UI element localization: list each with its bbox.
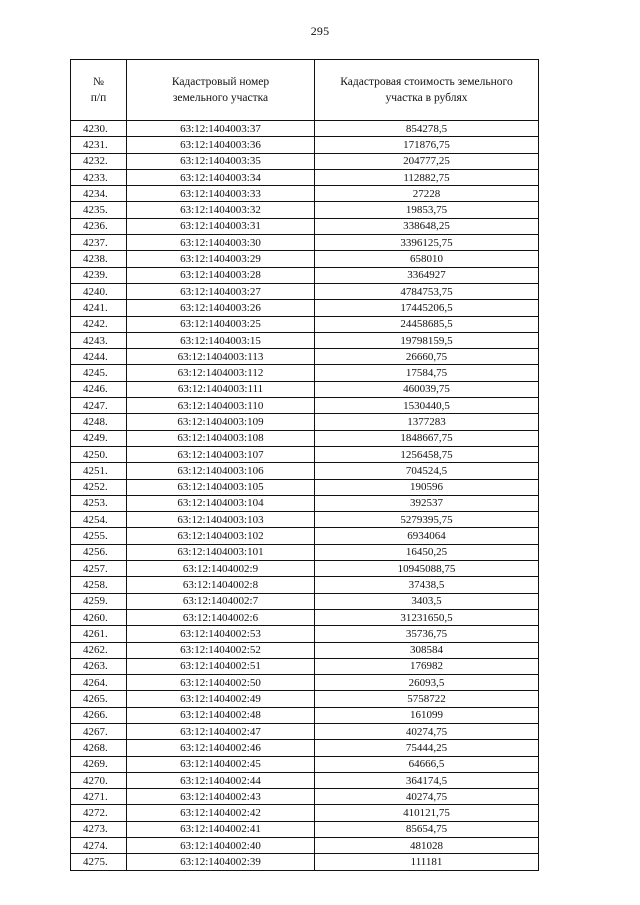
cadastral-value-cell: 658010 bbox=[315, 251, 539, 267]
cadastral-value-cell: 10945088,75 bbox=[315, 561, 539, 577]
row-number-cell: 4234. bbox=[71, 186, 127, 202]
table-row bbox=[71, 723, 539, 739]
cadastral-number-cell: 63:12:1404002:40 bbox=[127, 838, 315, 854]
header-cadastral-value bbox=[315, 60, 539, 121]
table-row bbox=[71, 283, 539, 299]
cadastral-value-cell: 112882,75 bbox=[315, 169, 539, 185]
cadastral-number-cell: 63:12:1404003:113 bbox=[127, 349, 315, 365]
cadastral-value-cell: 1530440,5 bbox=[315, 398, 539, 414]
row-number-cell: 4269. bbox=[71, 756, 127, 772]
table-row bbox=[71, 675, 539, 691]
row-number-cell: 4259. bbox=[71, 593, 127, 609]
table-row bbox=[71, 169, 539, 185]
table-row bbox=[71, 838, 539, 854]
cadastral-number-cell: 63:12:1404003:25 bbox=[127, 316, 315, 332]
row-number-cell: 4240. bbox=[71, 283, 127, 299]
cadastral-value-cell: 26660,75 bbox=[315, 349, 539, 365]
table-row bbox=[71, 577, 539, 593]
row-number-cell: 4244. bbox=[71, 349, 127, 365]
cadastral-number-cell: 63:12:1404002:42 bbox=[127, 805, 315, 821]
cadastral-number-cell: 63:12:1404002:49 bbox=[127, 691, 315, 707]
cadastral-number-cell: 63:12:1404002:43 bbox=[127, 789, 315, 805]
cadastral-number-cell: 63:12:1404002:6 bbox=[127, 609, 315, 625]
cadastral-number-cell: 63:12:1404002:41 bbox=[127, 821, 315, 837]
row-number-cell: 4249. bbox=[71, 430, 127, 446]
row-number-cell: 4232. bbox=[71, 153, 127, 169]
cadastral-value-cell: 1256458,75 bbox=[315, 446, 539, 462]
cadastral-number-cell: 63:12:1404003:111 bbox=[127, 381, 315, 397]
row-number-cell: 4250. bbox=[71, 446, 127, 462]
cadastral-value-cell: 24458685,5 bbox=[315, 316, 539, 332]
cadastral-number-cell: 63:12:1404002:9 bbox=[127, 561, 315, 577]
cadastral-value-cell: 75444,25 bbox=[315, 740, 539, 756]
cadastral-value-cell: 338648,25 bbox=[315, 218, 539, 234]
row-number-cell: 4267. bbox=[71, 723, 127, 739]
cadastral-value-cell: 5758722 bbox=[315, 691, 539, 707]
table-row bbox=[71, 349, 539, 365]
cadastral-value-cell: 176982 bbox=[315, 658, 539, 674]
row-number-cell: 4243. bbox=[71, 332, 127, 348]
cadastral-number-cell: 63:12:1404003:105 bbox=[127, 479, 315, 495]
cadastral-number-cell: 63:12:1404003:107 bbox=[127, 446, 315, 462]
header-number-label: № п/п bbox=[90, 76, 107, 104]
cadastral-number-cell: 63:12:1404003:104 bbox=[127, 495, 315, 511]
table-row bbox=[71, 756, 539, 772]
cadastral-number-cell: 63:12:1404003:110 bbox=[127, 398, 315, 414]
table-row bbox=[71, 398, 539, 414]
table-body bbox=[71, 121, 539, 871]
table-row bbox=[71, 821, 539, 837]
row-number-cell: 4231. bbox=[71, 137, 127, 153]
cadastral-number-cell: 63:12:1404003:30 bbox=[127, 235, 315, 251]
cadastral-value-cell: 26093,5 bbox=[315, 675, 539, 691]
table-row bbox=[71, 235, 539, 251]
cadastral-number-cell: 63:12:1404002:50 bbox=[127, 675, 315, 691]
row-number-cell: 4239. bbox=[71, 267, 127, 283]
row-number-cell: 4251. bbox=[71, 463, 127, 479]
cadastral-value-cell: 85654,75 bbox=[315, 821, 539, 837]
table-row bbox=[71, 316, 539, 332]
table-header bbox=[71, 60, 539, 121]
table-row bbox=[71, 251, 539, 267]
table-row bbox=[71, 430, 539, 446]
table-row bbox=[71, 267, 539, 283]
cadastral-number-cell: 63:12:1404002:52 bbox=[127, 642, 315, 658]
row-number-cell: 4262. bbox=[71, 642, 127, 658]
cadastral-number-cell: 63:12:1404003:32 bbox=[127, 202, 315, 218]
table-row bbox=[71, 479, 539, 495]
row-number-cell: 4260. bbox=[71, 609, 127, 625]
cadastral-value-cell: 204777,25 bbox=[315, 153, 539, 169]
cadastral-number-cell: 63:12:1404002:44 bbox=[127, 772, 315, 788]
row-number-cell: 4254. bbox=[71, 512, 127, 528]
cadastral-value-table bbox=[70, 59, 539, 871]
table-row bbox=[71, 365, 539, 381]
cadastral-number-cell: 63:12:1404003:27 bbox=[127, 283, 315, 299]
row-number-cell: 4265. bbox=[71, 691, 127, 707]
cadastral-number-cell: 63:12:1404003:31 bbox=[127, 218, 315, 234]
cadastral-value-cell: 35736,75 bbox=[315, 626, 539, 642]
table-row bbox=[71, 789, 539, 805]
cadastral-value-cell: 6934064 bbox=[315, 528, 539, 544]
table-row bbox=[71, 446, 539, 462]
cadastral-value-cell: 64666,5 bbox=[315, 756, 539, 772]
table-row bbox=[71, 626, 539, 642]
cadastral-number-cell: 63:12:1404003:36 bbox=[127, 137, 315, 153]
cadastral-value-cell: 5279395,75 bbox=[315, 512, 539, 528]
row-number-cell: 4245. bbox=[71, 365, 127, 381]
cadastral-number-cell: 63:12:1404003:108 bbox=[127, 430, 315, 446]
table-row bbox=[71, 414, 539, 430]
cadastral-number-cell: 63:12:1404003:26 bbox=[127, 300, 315, 316]
cadastral-value-cell: 19798159,5 bbox=[315, 332, 539, 348]
cadastral-value-cell: 460039,75 bbox=[315, 381, 539, 397]
row-number-cell: 4235. bbox=[71, 202, 127, 218]
cadastral-number-cell: 63:12:1404003:34 bbox=[127, 169, 315, 185]
table-row bbox=[71, 642, 539, 658]
cadastral-value-cell: 40274,75 bbox=[315, 789, 539, 805]
table-row bbox=[71, 658, 539, 674]
cadastral-number-cell: 63:12:1404003:109 bbox=[127, 414, 315, 430]
cadastral-number-cell: 63:12:1404003:112 bbox=[127, 365, 315, 381]
row-number-cell: 4247. bbox=[71, 398, 127, 414]
table-row bbox=[71, 137, 539, 153]
row-number-cell: 4246. bbox=[71, 381, 127, 397]
cadastral-value-cell: 40274,75 bbox=[315, 723, 539, 739]
table-row bbox=[71, 805, 539, 821]
row-number-cell: 4242. bbox=[71, 316, 127, 332]
cadastral-value-cell: 27228 bbox=[315, 186, 539, 202]
table-row bbox=[71, 202, 539, 218]
cadastral-value-cell: 31231650,5 bbox=[315, 609, 539, 625]
cadastral-number-cell: 63:12:1404003:29 bbox=[127, 251, 315, 267]
cadastral-number-cell: 63:12:1404002:51 bbox=[127, 658, 315, 674]
cadastral-number-cell: 63:12:1404003:103 bbox=[127, 512, 315, 528]
table-row bbox=[71, 544, 539, 560]
row-number-cell: 4238. bbox=[71, 251, 127, 267]
row-number-cell: 4241. bbox=[71, 300, 127, 316]
cadastral-value-cell: 481028 bbox=[315, 838, 539, 854]
table-row bbox=[71, 561, 539, 577]
cadastral-number-cell: 63:12:1404003:35 bbox=[127, 153, 315, 169]
header-cadastral-value-label: Кадастровая стоимость земельного участка в рублях bbox=[340, 76, 513, 104]
cadastral-value-cell: 161099 bbox=[315, 707, 539, 723]
row-number-cell: 4273. bbox=[71, 821, 127, 837]
row-number-cell: 4237. bbox=[71, 235, 127, 251]
cadastral-value-cell: 17445206,5 bbox=[315, 300, 539, 316]
row-number-cell: 4272. bbox=[71, 805, 127, 821]
row-number-cell: 4255. bbox=[71, 528, 127, 544]
row-number-cell: 4256. bbox=[71, 544, 127, 560]
row-number-cell: 4258. bbox=[71, 577, 127, 593]
row-number-cell: 4233. bbox=[71, 169, 127, 185]
header-cadastral-number bbox=[127, 60, 315, 121]
cadastral-number-cell: 63:12:1404003:106 bbox=[127, 463, 315, 479]
table-row bbox=[71, 740, 539, 756]
cadastral-number-cell: 63:12:1404003:101 bbox=[127, 544, 315, 560]
row-number-cell: 4275. bbox=[71, 854, 127, 870]
cadastral-value-cell: 37438,5 bbox=[315, 577, 539, 593]
row-number-cell: 4271. bbox=[71, 789, 127, 805]
cadastral-value-cell: 111181 bbox=[315, 854, 539, 870]
cadastral-value-cell: 364174,5 bbox=[315, 772, 539, 788]
row-number-cell: 4274. bbox=[71, 838, 127, 854]
cadastral-value-cell: 410121,75 bbox=[315, 805, 539, 821]
cadastral-value-cell: 3396125,75 bbox=[315, 235, 539, 251]
table-row bbox=[71, 153, 539, 169]
cadastral-value-cell: 392537 bbox=[315, 495, 539, 511]
cadastral-number-cell: 63:12:1404003:33 bbox=[127, 186, 315, 202]
cadastral-number-cell: 63:12:1404003:15 bbox=[127, 332, 315, 348]
cadastral-number-cell: 63:12:1404002:47 bbox=[127, 723, 315, 739]
cadastral-value-cell: 171876,75 bbox=[315, 137, 539, 153]
row-number-cell: 4257. bbox=[71, 561, 127, 577]
row-number-cell: 4261. bbox=[71, 626, 127, 642]
cadastral-value-cell: 704524,5 bbox=[315, 463, 539, 479]
cadastral-value-cell: 4784753,75 bbox=[315, 283, 539, 299]
cadastral-number-cell: 63:12:1404002:46 bbox=[127, 740, 315, 756]
cadastral-value-cell: 308584 bbox=[315, 642, 539, 658]
cadastral-number-cell: 63:12:1404002:8 bbox=[127, 577, 315, 593]
page-number: 295 bbox=[310, 24, 330, 38]
cadastral-value-cell: 19853,75 bbox=[315, 202, 539, 218]
row-number-cell: 4263. bbox=[71, 658, 127, 674]
table-row bbox=[71, 854, 539, 870]
table-row bbox=[71, 218, 539, 234]
row-number-cell: 4252. bbox=[71, 479, 127, 495]
row-number-cell: 4248. bbox=[71, 414, 127, 430]
row-number-cell: 4253. bbox=[71, 495, 127, 511]
table-row bbox=[71, 332, 539, 348]
table-row bbox=[71, 691, 539, 707]
cadastral-value-cell: 17584,75 bbox=[315, 365, 539, 381]
table-row bbox=[71, 300, 539, 316]
row-number-cell: 4270. bbox=[71, 772, 127, 788]
cadastral-number-cell: 63:12:1404002:45 bbox=[127, 756, 315, 772]
table-row bbox=[71, 121, 539, 137]
cadastral-value-cell: 3403,5 bbox=[315, 593, 539, 609]
cadastral-number-cell: 63:12:1404002:7 bbox=[127, 593, 315, 609]
header-row bbox=[71, 60, 539, 121]
cadastral-number-cell: 63:12:1404002:48 bbox=[127, 707, 315, 723]
cadastral-number-cell: 63:12:1404003:102 bbox=[127, 528, 315, 544]
table-row bbox=[71, 707, 539, 723]
row-number-cell: 4268. bbox=[71, 740, 127, 756]
table-row bbox=[71, 528, 539, 544]
row-number-cell: 4264. bbox=[71, 675, 127, 691]
cadastral-value-cell: 3364927 bbox=[315, 267, 539, 283]
cadastral-number-cell: 63:12:1404002:39 bbox=[127, 854, 315, 870]
cadastral-value-cell: 16450,25 bbox=[315, 544, 539, 560]
table-row bbox=[71, 772, 539, 788]
row-number-cell: 4266. bbox=[71, 707, 127, 723]
table-row bbox=[71, 463, 539, 479]
row-number-cell: 4236. bbox=[71, 218, 127, 234]
cadastral-value-cell: 190596 bbox=[315, 479, 539, 495]
cadastral-number-cell: 63:12:1404003:37 bbox=[127, 121, 315, 137]
table-row bbox=[71, 381, 539, 397]
cadastral-value-cell: 854278,5 bbox=[315, 121, 539, 137]
table-row bbox=[71, 186, 539, 202]
table-row bbox=[71, 593, 539, 609]
cadastral-number-cell: 63:12:1404002:53 bbox=[127, 626, 315, 642]
row-number-cell: 4230. bbox=[71, 121, 127, 137]
cadastral-value-cell: 1848667,75 bbox=[315, 430, 539, 446]
cadastral-value-cell: 1377283 bbox=[315, 414, 539, 430]
header-cadastral-number-label: Кадастровый номер земельного участка bbox=[171, 76, 270, 104]
header-number bbox=[71, 60, 127, 121]
table-row bbox=[71, 609, 539, 625]
table-row bbox=[71, 512, 539, 528]
table-row bbox=[71, 495, 539, 511]
cadastral-number-cell: 63:12:1404003:28 bbox=[127, 267, 315, 283]
